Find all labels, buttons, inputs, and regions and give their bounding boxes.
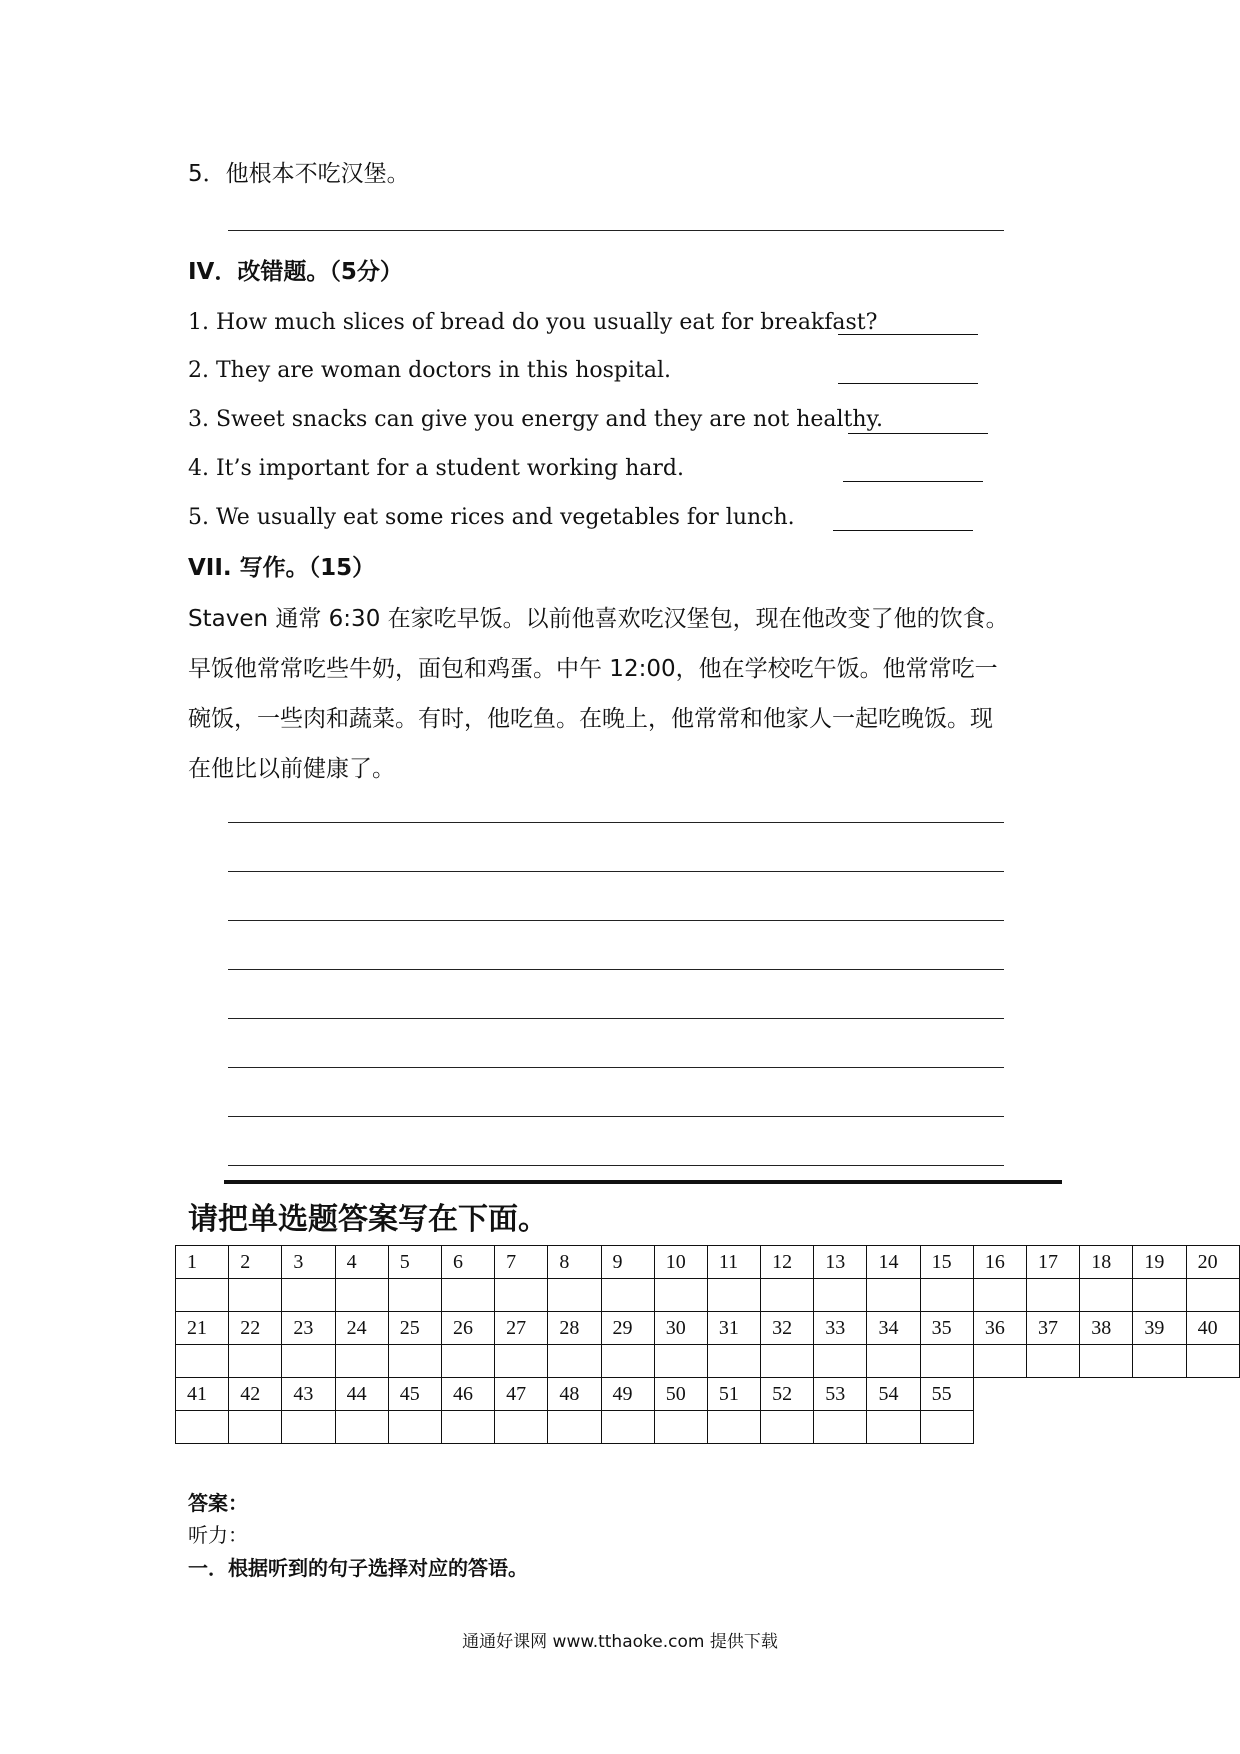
answer-cell[interactable] [973,1345,1026,1378]
answer-number: 14 [867,1246,920,1279]
answer-cell[interactable] [282,1279,335,1312]
answer-cell[interactable] [654,1279,707,1312]
writing-line-2[interactable] [228,871,1004,872]
answer-cell[interactable] [920,1345,973,1378]
answer-number: 25 [388,1312,441,1345]
answer-cell[interactable] [814,1345,867,1378]
answer-cell[interactable] [548,1279,601,1312]
answer-cell[interactable] [441,1279,494,1312]
answer-number: 50 [654,1378,707,1411]
section-divider [224,1180,1062,1184]
answer-cell[interactable] [548,1345,601,1378]
answer-number: 11 [707,1246,760,1279]
answers-label: 答案： [188,1491,248,1515]
answer-cell[interactable] [920,1279,973,1312]
answer-grid-number-row [176,1246,1240,1279]
writing-line-8[interactable] [228,1165,1004,1166]
answer-grid [175,1245,1240,1444]
answer-number: 43 [282,1378,335,1411]
answer-cell[interactable] [282,1411,335,1444]
writing-line-4[interactable] [228,969,1004,970]
answer-number: 45 [388,1378,441,1411]
answer-number: 18 [1080,1246,1133,1279]
writing-line-3[interactable] [228,920,1004,921]
answer-number: 28 [548,1312,601,1345]
page-footer: 通通好课网 www.tthaoke.com 提供下载 [462,1632,778,1652]
answer-number: 32 [761,1312,814,1345]
answer-line-q5[interactable] [228,230,1004,231]
grid-empty-space [1027,1411,1080,1444]
answer-cell[interactable] [1080,1345,1133,1378]
answer-number: 34 [867,1312,920,1345]
writing-line-5[interactable] [228,1018,1004,1019]
section-4-title: IV．改错题。（5分） [188,259,403,285]
answer-cell[interactable] [601,1279,654,1312]
correction-item-4: 4. It’s important for a student working hard. [188,456,684,481]
answer-number: 48 [548,1378,601,1411]
answer-cell[interactable] [495,1279,548,1312]
answer-number: 6 [441,1246,494,1279]
answer-number: 53 [814,1378,867,1411]
answer-cell[interactable] [495,1345,548,1378]
writing-prompt-line-2: 早饭他常常吃些牛奶，面包和鸡蛋。中午 12:00，他在学校吃午饭。他常常吃一 [188,656,998,682]
answer-number: 51 [707,1378,760,1411]
answer-cell[interactable] [1186,1345,1239,1378]
writing-prompt [188,594,1068,794]
correction-item-5: 5. We usually eat some rices and vegetables for lunch. [188,505,795,530]
answer-grid-blank-row [176,1279,1240,1312]
answer-number: 41 [176,1378,229,1411]
answer-cell[interactable] [176,1411,229,1444]
grid-empty-space [1080,1411,1133,1444]
answer-cell[interactable] [229,1411,282,1444]
answer-cell[interactable] [814,1279,867,1312]
grid-empty-space [1027,1378,1080,1411]
answer-number: 36 [973,1312,1026,1345]
answer-number: 37 [1027,1312,1080,1345]
answer-number: 2 [229,1246,282,1279]
answer-number: 7 [495,1246,548,1279]
answer-number: 15 [920,1246,973,1279]
answer-grid-blank-row [176,1345,1240,1378]
answer-number: 1 [176,1246,229,1279]
answer-number: 35 [920,1312,973,1345]
answer-cell[interactable] [761,1345,814,1378]
answer-number: 5 [388,1246,441,1279]
answer-cell[interactable] [867,1411,920,1444]
grid-empty-space [973,1411,1026,1444]
answer-number: 20 [1186,1246,1239,1279]
answer-number: 22 [229,1312,282,1345]
answer-number: 17 [1027,1246,1080,1279]
answer-number: 31 [707,1312,760,1345]
answer-cell[interactable] [654,1411,707,1444]
answer-number: 8 [548,1246,601,1279]
answer-sheet-title: 请把单选题答案写在下面。 [188,1202,548,1237]
question-5-text: 他根本不吃汉堡。 [225,161,410,187]
answer-cell[interactable] [761,1411,814,1444]
writing-line-7[interactable] [228,1116,1004,1117]
answer-cell[interactable] [1080,1279,1133,1312]
answer-number: 24 [335,1312,388,1345]
answer-cell[interactable] [441,1345,494,1378]
question-5 [188,160,410,188]
answer-cell[interactable] [920,1411,973,1444]
answer-number: 12 [761,1246,814,1279]
answer-cell[interactable] [229,1279,282,1312]
answer-number: 10 [654,1246,707,1279]
answer-number: 16 [973,1246,1026,1279]
answer-cell[interactable] [707,1345,760,1378]
correction-blank-5[interactable] [833,530,973,531]
writing-prompt-line-3: 碗饭，一些肉和蔬菜。有时，他吃鱼。在晚上，他常常和他家人一起吃晚饭。现 [188,706,993,732]
answer-number: 21 [176,1312,229,1345]
correction-blank-2[interactable] [838,383,978,384]
answer-number: 19 [1133,1246,1186,1279]
correction-blank-4[interactable] [843,481,983,482]
answer-grid-blank-row [176,1411,1240,1444]
answer-cell[interactable] [1133,1279,1186,1312]
grid-empty-space [1080,1378,1133,1411]
answer-cell[interactable] [707,1279,760,1312]
correction-item-3: 3. Sweet snacks can give you energy and they are not healthy. [188,407,884,432]
correction-blank-3[interactable] [848,433,988,434]
answer-cell[interactable] [1186,1279,1239,1312]
answer-number: 26 [441,1312,494,1345]
answer-grid-number-row [176,1312,1240,1345]
section-7-title: VII. 写作。（15） [188,555,376,581]
answer-cell[interactable] [654,1345,707,1378]
answer-number: 46 [441,1378,494,1411]
listening-label: 听力： [188,1523,248,1547]
answers-part-1-title: 一．根据听到的句子选择对应的答语。 [188,1556,528,1580]
answer-number: 44 [335,1378,388,1411]
answer-number: 42 [229,1378,282,1411]
answer-number: 23 [282,1312,335,1345]
answer-cell[interactable] [1027,1345,1080,1378]
answer-cell[interactable] [388,1411,441,1444]
answer-cell[interactable] [761,1279,814,1312]
answer-grid-number-row [176,1378,1240,1411]
correction-blank-1[interactable] [838,334,978,335]
grid-empty-space [1133,1411,1186,1444]
answer-cell[interactable] [814,1411,867,1444]
answer-cell[interactable] [388,1279,441,1312]
answer-cell[interactable] [867,1279,920,1312]
answer-cell[interactable] [1027,1279,1080,1312]
correction-item-2: 2. They are woman doctors in this hospital. [188,358,672,383]
writing-line-1[interactable] [228,822,1004,823]
answer-cell[interactable] [388,1345,441,1378]
answer-number: 38 [1080,1312,1133,1345]
answer-number: 49 [601,1378,654,1411]
answer-number: 9 [601,1246,654,1279]
answer-number: 33 [814,1312,867,1345]
answer-number: 29 [601,1312,654,1345]
answer-cell[interactable] [601,1411,654,1444]
answer-number: 3 [282,1246,335,1279]
answer-cell[interactable] [282,1345,335,1378]
answer-cell[interactable] [1133,1345,1186,1378]
answer-cell[interactable] [335,1345,388,1378]
answer-cell[interactable] [707,1411,760,1444]
answer-cell[interactable] [229,1345,282,1378]
answer-number: 13 [814,1246,867,1279]
answer-number: 40 [1186,1312,1239,1345]
writing-prompt-line-1: Staven 通常 6:30 在家吃早饭。以前他喜欢吃汉堡包，现在他改变了他的饮食。 [188,606,1009,632]
answer-number: 27 [495,1312,548,1345]
answer-cell[interactable] [335,1411,388,1444]
grid-empty-space [1186,1411,1239,1444]
answer-cell[interactable] [176,1345,229,1378]
answer-cell[interactable] [601,1345,654,1378]
writing-prompt-line-4: 在他比以前健康了。 [188,756,395,782]
answer-number: 30 [654,1312,707,1345]
correction-item-1: 1. How much slices of bread do you usually eat for breakfast? [188,310,878,335]
answer-number: 4 [335,1246,388,1279]
grid-empty-space [973,1378,1026,1411]
answer-number: 52 [761,1378,814,1411]
answer-cell[interactable] [495,1411,548,1444]
answer-number: 54 [867,1378,920,1411]
writing-line-6[interactable] [228,1067,1004,1068]
answer-number: 47 [495,1378,548,1411]
answer-number: 55 [920,1378,973,1411]
answer-cell[interactable] [335,1279,388,1312]
answer-cell[interactable] [176,1279,229,1312]
answer-cell[interactable] [973,1279,1026,1312]
answer-cell[interactable] [441,1411,494,1444]
answer-cell[interactable] [867,1345,920,1378]
grid-empty-space [1186,1378,1239,1411]
grid-empty-space [1133,1378,1186,1411]
answer-cell[interactable] [548,1411,601,1444]
question-5-number: 5． [188,161,226,187]
answer-number: 39 [1133,1312,1186,1345]
